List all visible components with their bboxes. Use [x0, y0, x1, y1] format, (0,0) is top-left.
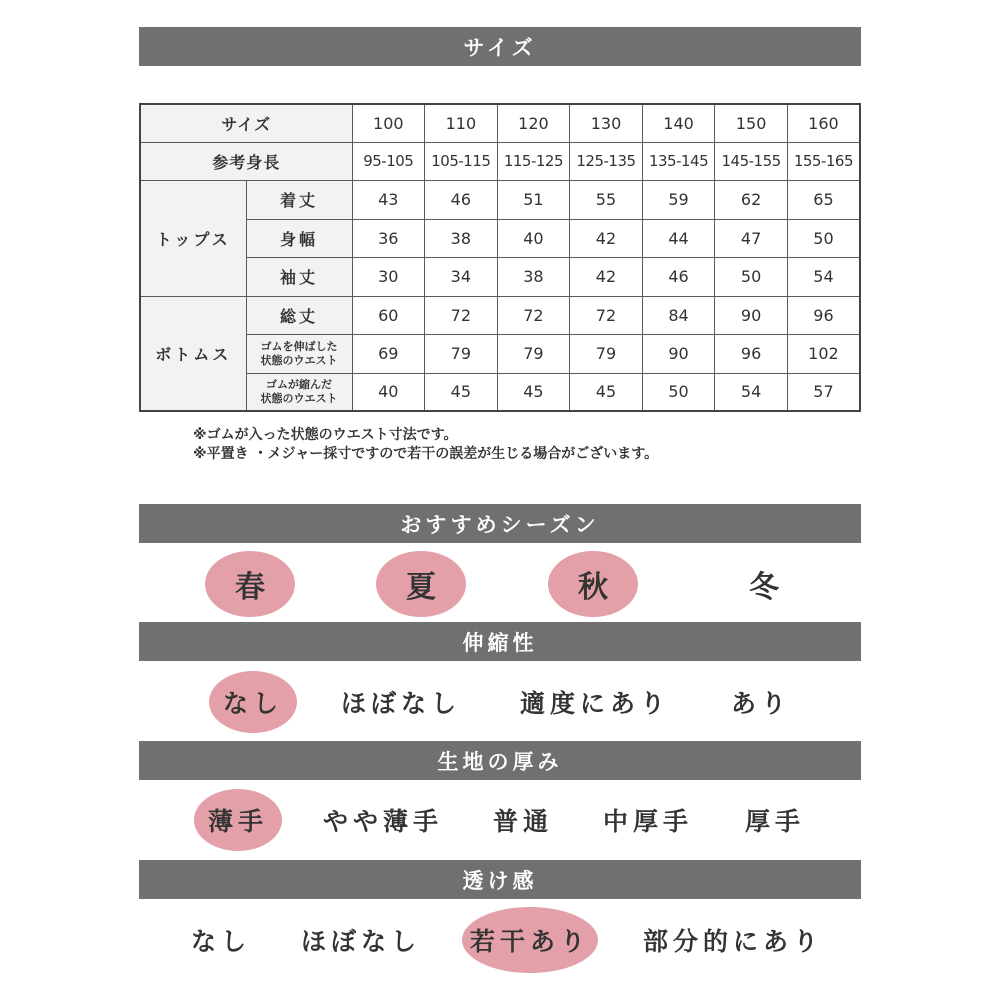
sheer-option: [301, 907, 421, 973]
stretch-option-label: 適度にあり: [519, 689, 671, 718]
thickness-option-label: 薄手: [207, 807, 269, 836]
stretch-option-label: なし: [222, 689, 284, 718]
measure-value: 47: [715, 219, 788, 257]
measure-row: [140, 334, 860, 373]
size-table: [139, 103, 861, 412]
height-value: 145-155: [715, 142, 788, 180]
measure-value: 72: [425, 296, 498, 334]
measure-value: 72: [570, 296, 643, 334]
thickness-options: [139, 787, 861, 853]
stretch-option-label: ほぼなし: [340, 689, 462, 718]
stretch-option: [223, 669, 283, 735]
measure-value: 46: [425, 180, 498, 219]
height-value: 155-165: [787, 142, 860, 180]
measure-label: [246, 373, 352, 411]
thickness-option-label: やや薄手: [322, 807, 444, 836]
sheer-option-label: なし: [190, 927, 252, 956]
measure-label: 総丈: [246, 296, 352, 334]
measure-value: 84: [642, 296, 715, 334]
measure-label-line: 状態のウエスト: [260, 353, 338, 367]
sheer-option: [191, 907, 251, 973]
thickness-option: [323, 787, 443, 853]
measure-value: 45: [570, 373, 643, 411]
measure-label: 袖丈: [246, 257, 352, 296]
season-option-label: 秋: [578, 570, 608, 605]
measure-label-line: ゴムを伸ばした: [260, 339, 338, 353]
measure-value: 50: [715, 257, 788, 296]
season-section-header: [139, 504, 861, 543]
measure-value: 69: [352, 334, 425, 373]
measure-value: 54: [715, 373, 788, 411]
sheer-option: [470, 907, 590, 973]
size-value: 110: [425, 104, 498, 142]
sheer-option-label: 部分的にあり: [642, 927, 824, 956]
measure-label-line: 状態のウエスト: [260, 391, 338, 405]
note-line: ※ゴムが入った状態のウエスト寸法です。: [193, 427, 458, 443]
measure-value: 102: [787, 334, 860, 373]
measure-value: 30: [352, 257, 425, 296]
measure-value: 42: [570, 219, 643, 257]
size-value: 160: [787, 104, 860, 142]
size-value: 100: [352, 104, 425, 142]
measure-label: [246, 334, 352, 373]
size-value: 140: [642, 104, 715, 142]
season-option: [406, 551, 436, 617]
measure-row: [140, 296, 860, 334]
season-section-title: おすすめシーズン: [400, 512, 600, 537]
thickness-option-label: 普通: [492, 807, 554, 836]
measure-value: 90: [715, 296, 788, 334]
height-row: [140, 142, 860, 180]
measure-row: [140, 373, 860, 411]
height-value: 115-125: [497, 142, 570, 180]
measure-value: 62: [715, 180, 788, 219]
stretch-option: [731, 669, 791, 735]
stretch-option: [341, 669, 461, 735]
measure-value: 38: [425, 219, 498, 257]
thickness-option-label: 厚手: [744, 807, 806, 836]
measure-value: 46: [642, 257, 715, 296]
thickness-option: [745, 787, 805, 853]
measure-value: 44: [642, 219, 715, 257]
measure-label: 身幅: [246, 219, 352, 257]
size-value: 120: [497, 104, 570, 142]
measure-value: 79: [497, 334, 570, 373]
measure-value: 96: [787, 296, 860, 334]
thickness-option: [603, 787, 693, 853]
measure-value: 57: [787, 373, 860, 411]
measure-value: 36: [352, 219, 425, 257]
measure-value: 59: [642, 180, 715, 219]
measure-value: 96: [715, 334, 788, 373]
measure-value: 50: [787, 219, 860, 257]
season-option-label: 春: [235, 570, 265, 605]
stretch-options: [139, 669, 861, 735]
height-value: 95-105: [352, 142, 425, 180]
height-value: 135-145: [642, 142, 715, 180]
measure-value: 79: [425, 334, 498, 373]
sheer-section-header: [139, 860, 861, 899]
tops-group-label: トップス: [140, 180, 246, 296]
size-value: 130: [570, 104, 643, 142]
measure-value: 43: [352, 180, 425, 219]
measure-value: 45: [425, 373, 498, 411]
size-header-label: サイズ: [140, 104, 352, 142]
measure-value: 50: [642, 373, 715, 411]
measure-row: [140, 180, 860, 219]
thickness-section-title: 生地の厚み: [437, 749, 563, 774]
measure-label-line: ゴムが縮んだ: [266, 377, 332, 391]
size-section-title: サイズ: [463, 35, 537, 60]
measure-row: [140, 219, 860, 257]
thickness-option-label: 中厚手: [602, 807, 694, 836]
measure-value: 34: [425, 257, 498, 296]
season-option-label: 冬: [749, 570, 779, 605]
measure-value: 79: [570, 334, 643, 373]
measure-value: 54: [787, 257, 860, 296]
stretch-option-label: あり: [730, 689, 792, 718]
measure-value: 55: [570, 180, 643, 219]
measure-value: 45: [497, 373, 570, 411]
note-line: ※平置き ・メジャー採寸ですので若干の誤差が生じる場合がございます。: [193, 446, 659, 462]
measure-row: [140, 257, 860, 296]
measure-value: 60: [352, 296, 425, 334]
size-value: 150: [715, 104, 788, 142]
height-value: 125-135: [570, 142, 643, 180]
height-value: 105-115: [425, 142, 498, 180]
measure-value: 40: [497, 219, 570, 257]
size-row: [140, 104, 860, 142]
measure-value: 65: [787, 180, 860, 219]
season-option-label: 夏: [406, 570, 436, 605]
sheer-option: [643, 907, 823, 973]
season-option: [578, 551, 608, 617]
sheer-section-title: 透け感: [462, 868, 538, 893]
stretch-section-header: [139, 622, 861, 661]
season-option: [749, 551, 779, 617]
season-option: [235, 551, 265, 617]
size-notes: [193, 426, 658, 464]
stretch-option: [520, 669, 670, 735]
measure-value: 51: [497, 180, 570, 219]
stretch-section-title: 伸縮性: [462, 630, 538, 655]
height-header-label: 参考身長: [140, 142, 352, 180]
measure-value: 40: [352, 373, 425, 411]
sheer-options: [139, 907, 861, 973]
thickness-option: [493, 787, 553, 853]
season-options: [139, 551, 861, 617]
sheer-option-label: 若干あり: [469, 927, 591, 956]
thickness-section-header: [139, 741, 861, 780]
bottoms-group-label: ボトムス: [140, 296, 246, 411]
size-section-header: [139, 27, 861, 66]
measure-value: 90: [642, 334, 715, 373]
measure-value: 72: [497, 296, 570, 334]
thickness-option: [208, 787, 268, 853]
sheer-option-label: ほぼなし: [300, 927, 422, 956]
measure-value: 42: [570, 257, 643, 296]
measure-value: 38: [497, 257, 570, 296]
measure-label: 着丈: [246, 180, 352, 219]
